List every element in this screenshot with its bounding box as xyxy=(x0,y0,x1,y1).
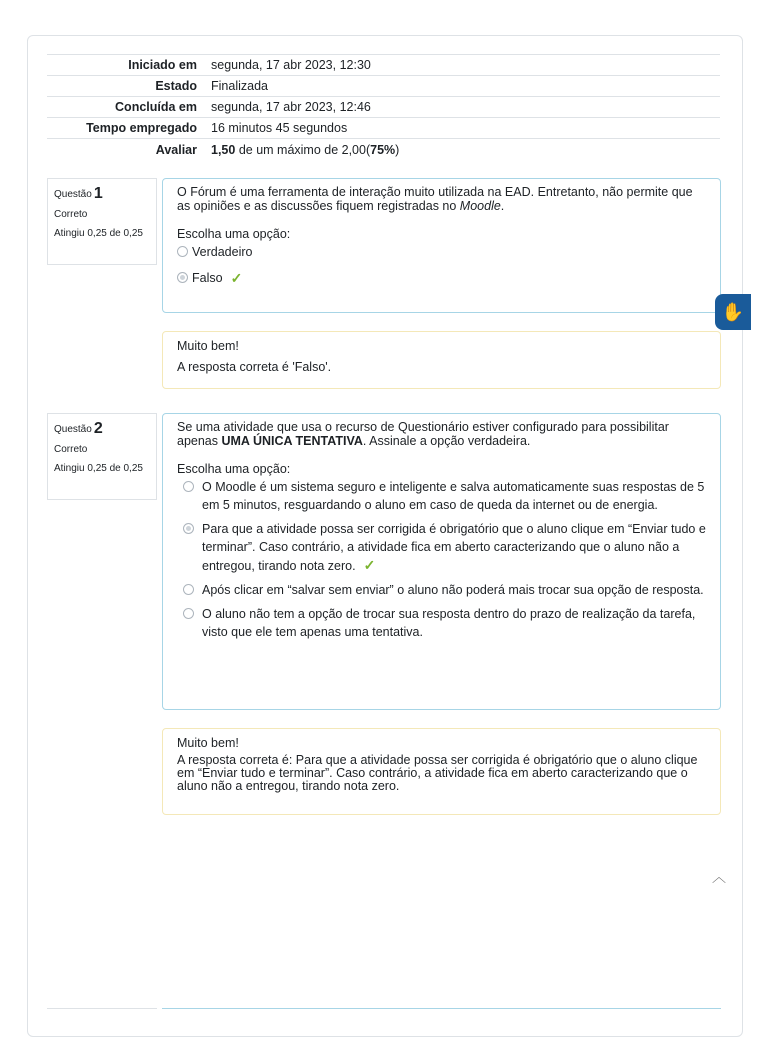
feedback-right-answer: A resposta correta é 'Falso'. xyxy=(177,360,332,374)
question-info-1 xyxy=(47,178,157,265)
summary-row-started xyxy=(47,55,720,76)
grade-max: de um máximo de 2,00( xyxy=(235,142,371,157)
question-text-part: . Assinale a opção verdadeira. xyxy=(362,434,531,448)
answer-option[interactable] xyxy=(177,243,706,261)
radio-button[interactable] xyxy=(183,481,194,492)
question-text-part: Se uma atividade que usa o recurso de Questionário estiver configurado para possibilitar apenas xyxy=(177,420,669,448)
summary-label: Estado xyxy=(155,79,197,93)
grade-score: 1,50 xyxy=(211,142,236,157)
summary-label: Concluída em xyxy=(115,100,197,114)
question-text-part: O Fórum é uma ferramenta de interação muito utilizada na EAD. Entretanto, não permite que as opiniões e as discussões fiquem registradas no xyxy=(177,185,693,213)
question-number-value: 2 xyxy=(93,420,103,437)
chevron-up-icon[interactable]: ︿ xyxy=(712,869,726,885)
question-prefix: Questão xyxy=(54,424,92,435)
question-prefix: Questão xyxy=(54,189,92,200)
question-number xyxy=(54,185,150,203)
summary-row-state xyxy=(47,76,720,97)
choose-option-prompt: Escolha uma opção: xyxy=(177,227,291,241)
answer-option[interactable] xyxy=(177,269,706,287)
radio-button[interactable] xyxy=(177,246,188,257)
choose-option-prompt: Escolha uma opção: xyxy=(177,462,291,476)
grade-percent: 75% xyxy=(370,142,396,157)
attempt-summary-table xyxy=(47,54,720,161)
question-content-1 xyxy=(162,178,721,313)
question-state: Correto xyxy=(54,209,88,220)
next-question-content-edge xyxy=(162,1008,721,1009)
answer-option[interactable] xyxy=(177,520,706,575)
question-text-part: . xyxy=(500,199,505,213)
answer-label: O aluno não tem a opção de trocar sua resposta dentro do prazo de realização da tarefa, visto que ele tem apenas uma tentativa. xyxy=(202,607,696,639)
question-grade: Atingiu 0,25 de 0,25 xyxy=(54,463,143,474)
radio-button-selected[interactable] xyxy=(183,523,194,534)
question-text xyxy=(177,420,706,448)
question-state: Correto xyxy=(54,444,88,455)
question-text xyxy=(177,185,706,213)
grade-close: ) xyxy=(395,142,400,157)
feedback-box-2 xyxy=(162,728,721,815)
question-info-2 xyxy=(47,413,157,500)
feedback-general: Muito bem! xyxy=(177,736,239,750)
summary-value: 16 minutos 45 segundos xyxy=(211,121,348,135)
summary-row-grade xyxy=(47,139,720,161)
feedback-box-1 xyxy=(162,331,721,389)
radio-button[interactable] xyxy=(183,608,194,619)
answer-option[interactable] xyxy=(177,581,706,599)
question-number xyxy=(54,420,150,438)
answer-label: Falso xyxy=(192,271,223,285)
summary-value: segunda, 17 abr 2023, 12:46 xyxy=(211,100,371,114)
answer-label: O Moodle é um sistema seguro e inteligente e salva automaticamente suas respostas de 5 em 5 minutos, resguardando o aluno em caso de queda da internet ou de energia. xyxy=(202,480,705,512)
question-number-value: 1 xyxy=(93,185,103,202)
answer-label: Após clicar em “salvar sem enviar” o aluno não poderá mais trocar sua opção de resposta. xyxy=(202,583,704,597)
answer-label: Verdadeiro xyxy=(192,245,253,259)
summary-value: Finalizada xyxy=(211,79,268,93)
summary-label: Iniciado em xyxy=(128,58,197,72)
feedback-right-answer: A resposta correta é: Para que a atividade possa ser corrigida é obrigatório que o aluno clique em “Enviar tudo e terminar”. Caso contrário, a atividade fica em aberto caracterizando que o aluno não a entregou, tirando nota zero. xyxy=(177,753,698,793)
summary-value: segunda, 17 abr 2023, 12:30 xyxy=(211,58,371,72)
check-icon: ✓ xyxy=(230,270,243,286)
hand-sign-icon[interactable]: ✋ xyxy=(715,294,751,330)
summary-row-completed xyxy=(47,97,720,118)
answer-option[interactable] xyxy=(177,478,706,514)
question-grade: Atingiu 0,25 de 0,25 xyxy=(54,228,143,239)
summary-value xyxy=(209,139,720,161)
next-question-info-edge xyxy=(47,1008,157,1009)
check-icon: ✓ xyxy=(363,557,376,573)
question-content-2 xyxy=(162,413,721,710)
radio-button[interactable] xyxy=(183,584,194,595)
question-text-emphasis: Moodle xyxy=(459,199,501,213)
answer-text: Para que a atividade possa ser corrigida é obrigatório que o aluno clique em “Enviar tudo e terminar”. Caso contrário, a atividade fica em aberto caracterizando que o aluno não a entregou, tirando nota zero. xyxy=(202,522,706,573)
answer-option[interactable] xyxy=(177,605,706,641)
feedback-general: Muito bem! xyxy=(177,339,239,353)
summary-label: Tempo empregado xyxy=(86,121,197,135)
question-text-strong: UMA ÚNICA TENTATIVA xyxy=(221,434,363,448)
summary-label: Avaliar xyxy=(155,142,197,157)
answer-label xyxy=(202,520,706,575)
radio-button-selected[interactable] xyxy=(177,272,188,283)
summary-row-time xyxy=(47,118,720,139)
